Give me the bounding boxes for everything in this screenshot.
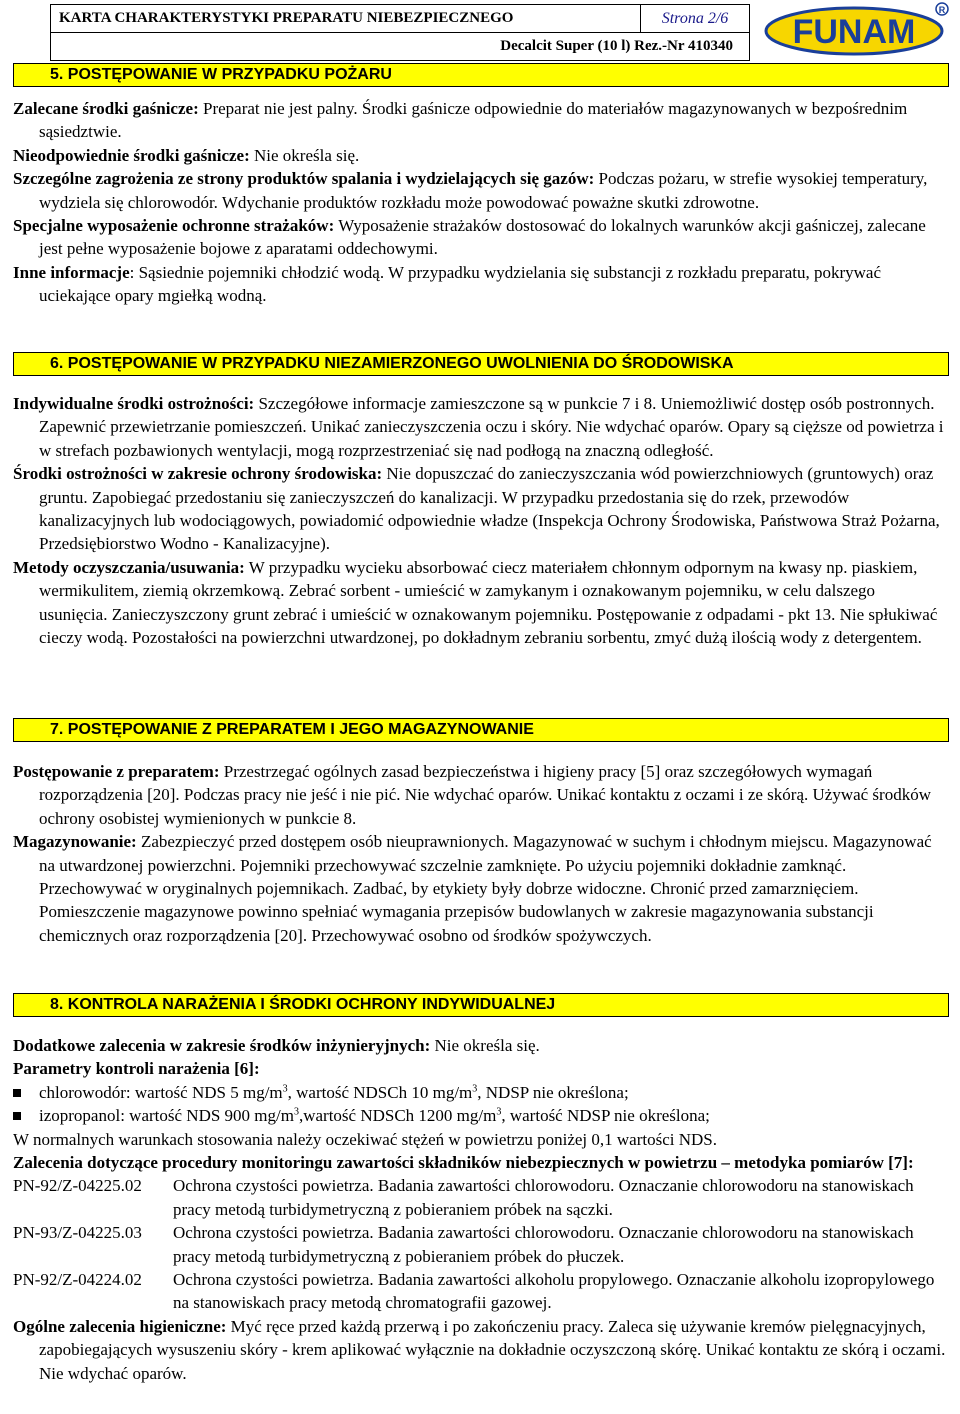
section-5-body (13, 97, 947, 308)
document-title: KARTA CHARAKTERYSTYKI PREPARATU NIEBEZPIECZNEGO (51, 5, 641, 33)
paragraph: Metody oczyszczania/usuwania: W przypadku wycieku absorbować ciecz materiałem chłonnym odpornym na kwasy np. piaskiem, wermikulitem, ziemią okrzemkową. Zebrać sorbent - umieścić w zamykanym i oznakowanym pojemniku, w celu dalszego usunięcia. Zanieczyszczony grunt zebrać i umieścić w oznakowanym pojemniku. Postępowanie z odpadami - pkt 13. Nie spłukiwać cieczy wodą. Pozostałości na powierzchni utwardzonej, po dokładnym zebraniu sorbentu, zmyć dużą ilością wody z detergentem. (13, 557, 938, 648)
bullet-icon (13, 1089, 21, 1097)
list-item: chlorowodór: wartość NDS 5 $mg/m^3$, wartość NDSCh 10 $mg/m^3$, NDSP nie określona; (13, 1081, 947, 1104)
paragraph: Środki ostrożności w zakresie ochrony środowiska: Nie dopuszczać do zanieczyszczania wód powierzchniowych (gruntowych) oraz gruntu. Zapobiegać przedostaniu się zanieczyszczeń do kanalizacji. W przypadku przedostania się do rzek, przewodów kanalizacyjnych lub wodociągowych, powiadomić odpowiednie władze (Inspekcja Ochrony Środowiska, Państwowa Straż Pożarna, Przedsiębiorstwo Wodno - Kanalizacyjne). (13, 464, 940, 554)
funam-logo (762, 2, 952, 56)
section-6-body (13, 392, 947, 649)
subheading: Parametry kontroli narażenia [6]: (13, 1059, 260, 1079)
section-7-body (13, 760, 947, 947)
section-8-body (13, 1034, 947, 1385)
paragraph: Zalecenia dotyczące procedury monitoringu zawartości składników niebezpiecznych w powietrzu – metodyka pomiarów [7]: (13, 1153, 914, 1173)
logo-text: FUNAM (792, 13, 916, 51)
paragraph: Nieodpowiednie środki gaśnicze: Nie określa się. (13, 145, 360, 165)
section-7-heading: 7. POSTĘPOWANIE Z PREPARATEM I JEGO MAGAZYNOWANIE (13, 718, 949, 742)
paragraph: Inne informacje: Sąsiednie pojemniki chłodzić wodą. W przypadku wydzielania się substancji z rozkładu preparatu, pokrywać uciekające opary mgiełką wodną. (13, 262, 882, 306)
product-name: Decalcit Super (10 l) Rez.-Nr 410340 (51, 33, 750, 61)
document-header (0, 0, 960, 62)
note: W normalnych warunkach stosowania należy oczekiwać stężeń w powietrzu poniżej 0,1 wartości NDS. (13, 1129, 718, 1149)
svg-text:R: R (938, 5, 946, 15)
reference-row: PN-93/Z-04225.03 Ochrona czystości powietrza. Badania zawartości chlorowodoru. Oznaczanie chlorowodoru na stanowiskach pracy metodą turbidymetryczną z pobieraniem próbek do płuczek. (13, 1223, 914, 1266)
section-6-heading: 6. POSTĘPOWANIE W PRZYPADKU NIEZAMIERZONEGO UWOLNIENIA DO ŚRODOWISKA (13, 352, 949, 376)
paragraph: Dodatkowe zalecenia w zakresie środków inżynieryjnych: Nie określa się. (13, 1036, 540, 1055)
reference-row: PN-92/Z-04225.02 Ochrona czystości powietrza. Badania zawartości chlorowodoru. Oznaczanie chlorowodoru na stanowiskach pracy metodą turbidymetryczną z pobieraniem próbek na sączki. (13, 1176, 914, 1219)
page-number: Strona 2/6 (641, 5, 750, 33)
section-5-heading: 5. POSTĘPOWANIE W PRZYPADKU POŻARU (13, 63, 949, 87)
paragraph: Szczególne zagrożenia ze strony produktów spalania i wydzielających się gazów: Podczas pożaru, w strefie wysokiej temperatury, wydziela się chlorowodór. Wdychanie produktów rozkładu może powodować poważne skutki zdrowotne. (13, 169, 928, 212)
paragraph: Ogólne zalecenia higieniczne: Myć ręce przed każdą przerwą i po zakończeniu pracy. Zaleca się używanie kremów pielęgnacyjnych, zapobiegających wysuszeniu skóry - krem aplikować wyłącznie na dokładnie oczyszczoną skórę. Unikać kontaktu ze skórą i oczami. Nie wdychać oparów. (13, 1316, 946, 1383)
header-table (50, 4, 750, 61)
bullet-icon (13, 1112, 21, 1120)
paragraph: Magazynowanie: Zabezpieczyć przed dostępem osób nieuprawnionych. Magazynować w suchym i chłodnym miejscu. Magazynować na utwardzonej powierzchni. Pojemniki przechowywać szczelnie zamknięte. Po użyciu pojemniki dokładnie zamknąć. Przechowywać w oryginalnych pojemnikach. Zadbać, by etykiety były dobrze widoczne. Chronić przed zamarznięciem. Pomieszczenie magazynowe powinno spełniać wymagania przepisów budowlanych w zakresie magazynowania substancji chemicznych oraz rozporządzenia [20]. Przechowywać osobno od środków spożywczych. (13, 832, 932, 945)
list-item: izopropanol: wartość NDS 900 $mg/m^3,wartość$ NDSCh 1200 $mg/m^3$, wartość NDSP nie określona; (13, 1104, 947, 1127)
paragraph: Specjalne wyposażenie ochronne strażaków: Wyposażenie strażaków dostosować do lokalnych warunków akcji gaśniczej, zalecane jest pełne wyposażenie bojowe z aparatami oddechowymi. (13, 216, 926, 259)
paragraph: Indywidualne środki ostrożności: Szczegółowe informacje zamieszczone są w punkcie 7 i 8. Uniemożliwić dostęp osób postronnych. Zapewnić przewietrzanie pomieszczeń. Unikać zanieczyszczenia oczu i skóry. Nie wdychać oparów. Opary są cięższe od powietrza i w strefach pozbawionych wentylacji, mogą rozprzestrzeniać się nad podłogą na znaczną odległość. (13, 394, 944, 460)
section-8-heading: 8. KONTROLA NARAŻENIA I ŚRODKI OCHRONY INDYWIDUALNEJ (13, 993, 949, 1017)
paragraph: Postępowanie z preparatem: Przestrzegać ogólnych zasad bezpieczeństwa i higieny pracy [5] oraz szczegółowych wymagań rozporządzenia [20]. Podczas pracy nie jeść i nie pić. Nie wdychać oparów. Unikać kontaktu z oczami i ze skórą. Używać środków ochrony osobistej wymienionych w punkcie 8. (13, 762, 931, 828)
paragraph: Zalecane środki gaśnicze: Preparat nie jest palny. Środki gaśnicze odpowiednie do materiałów magazynowanych w bezpośrednim sąsiedztwie. (13, 99, 908, 142)
reference-row: PN-92/Z-04224.02 Ochrona czystości powietrza. Badania zawartości alkoholu propylowego. Oznaczanie alkoholu izopropylowego na stanowiskach pracy metodą chromatografii gazowej. (13, 1270, 935, 1313)
